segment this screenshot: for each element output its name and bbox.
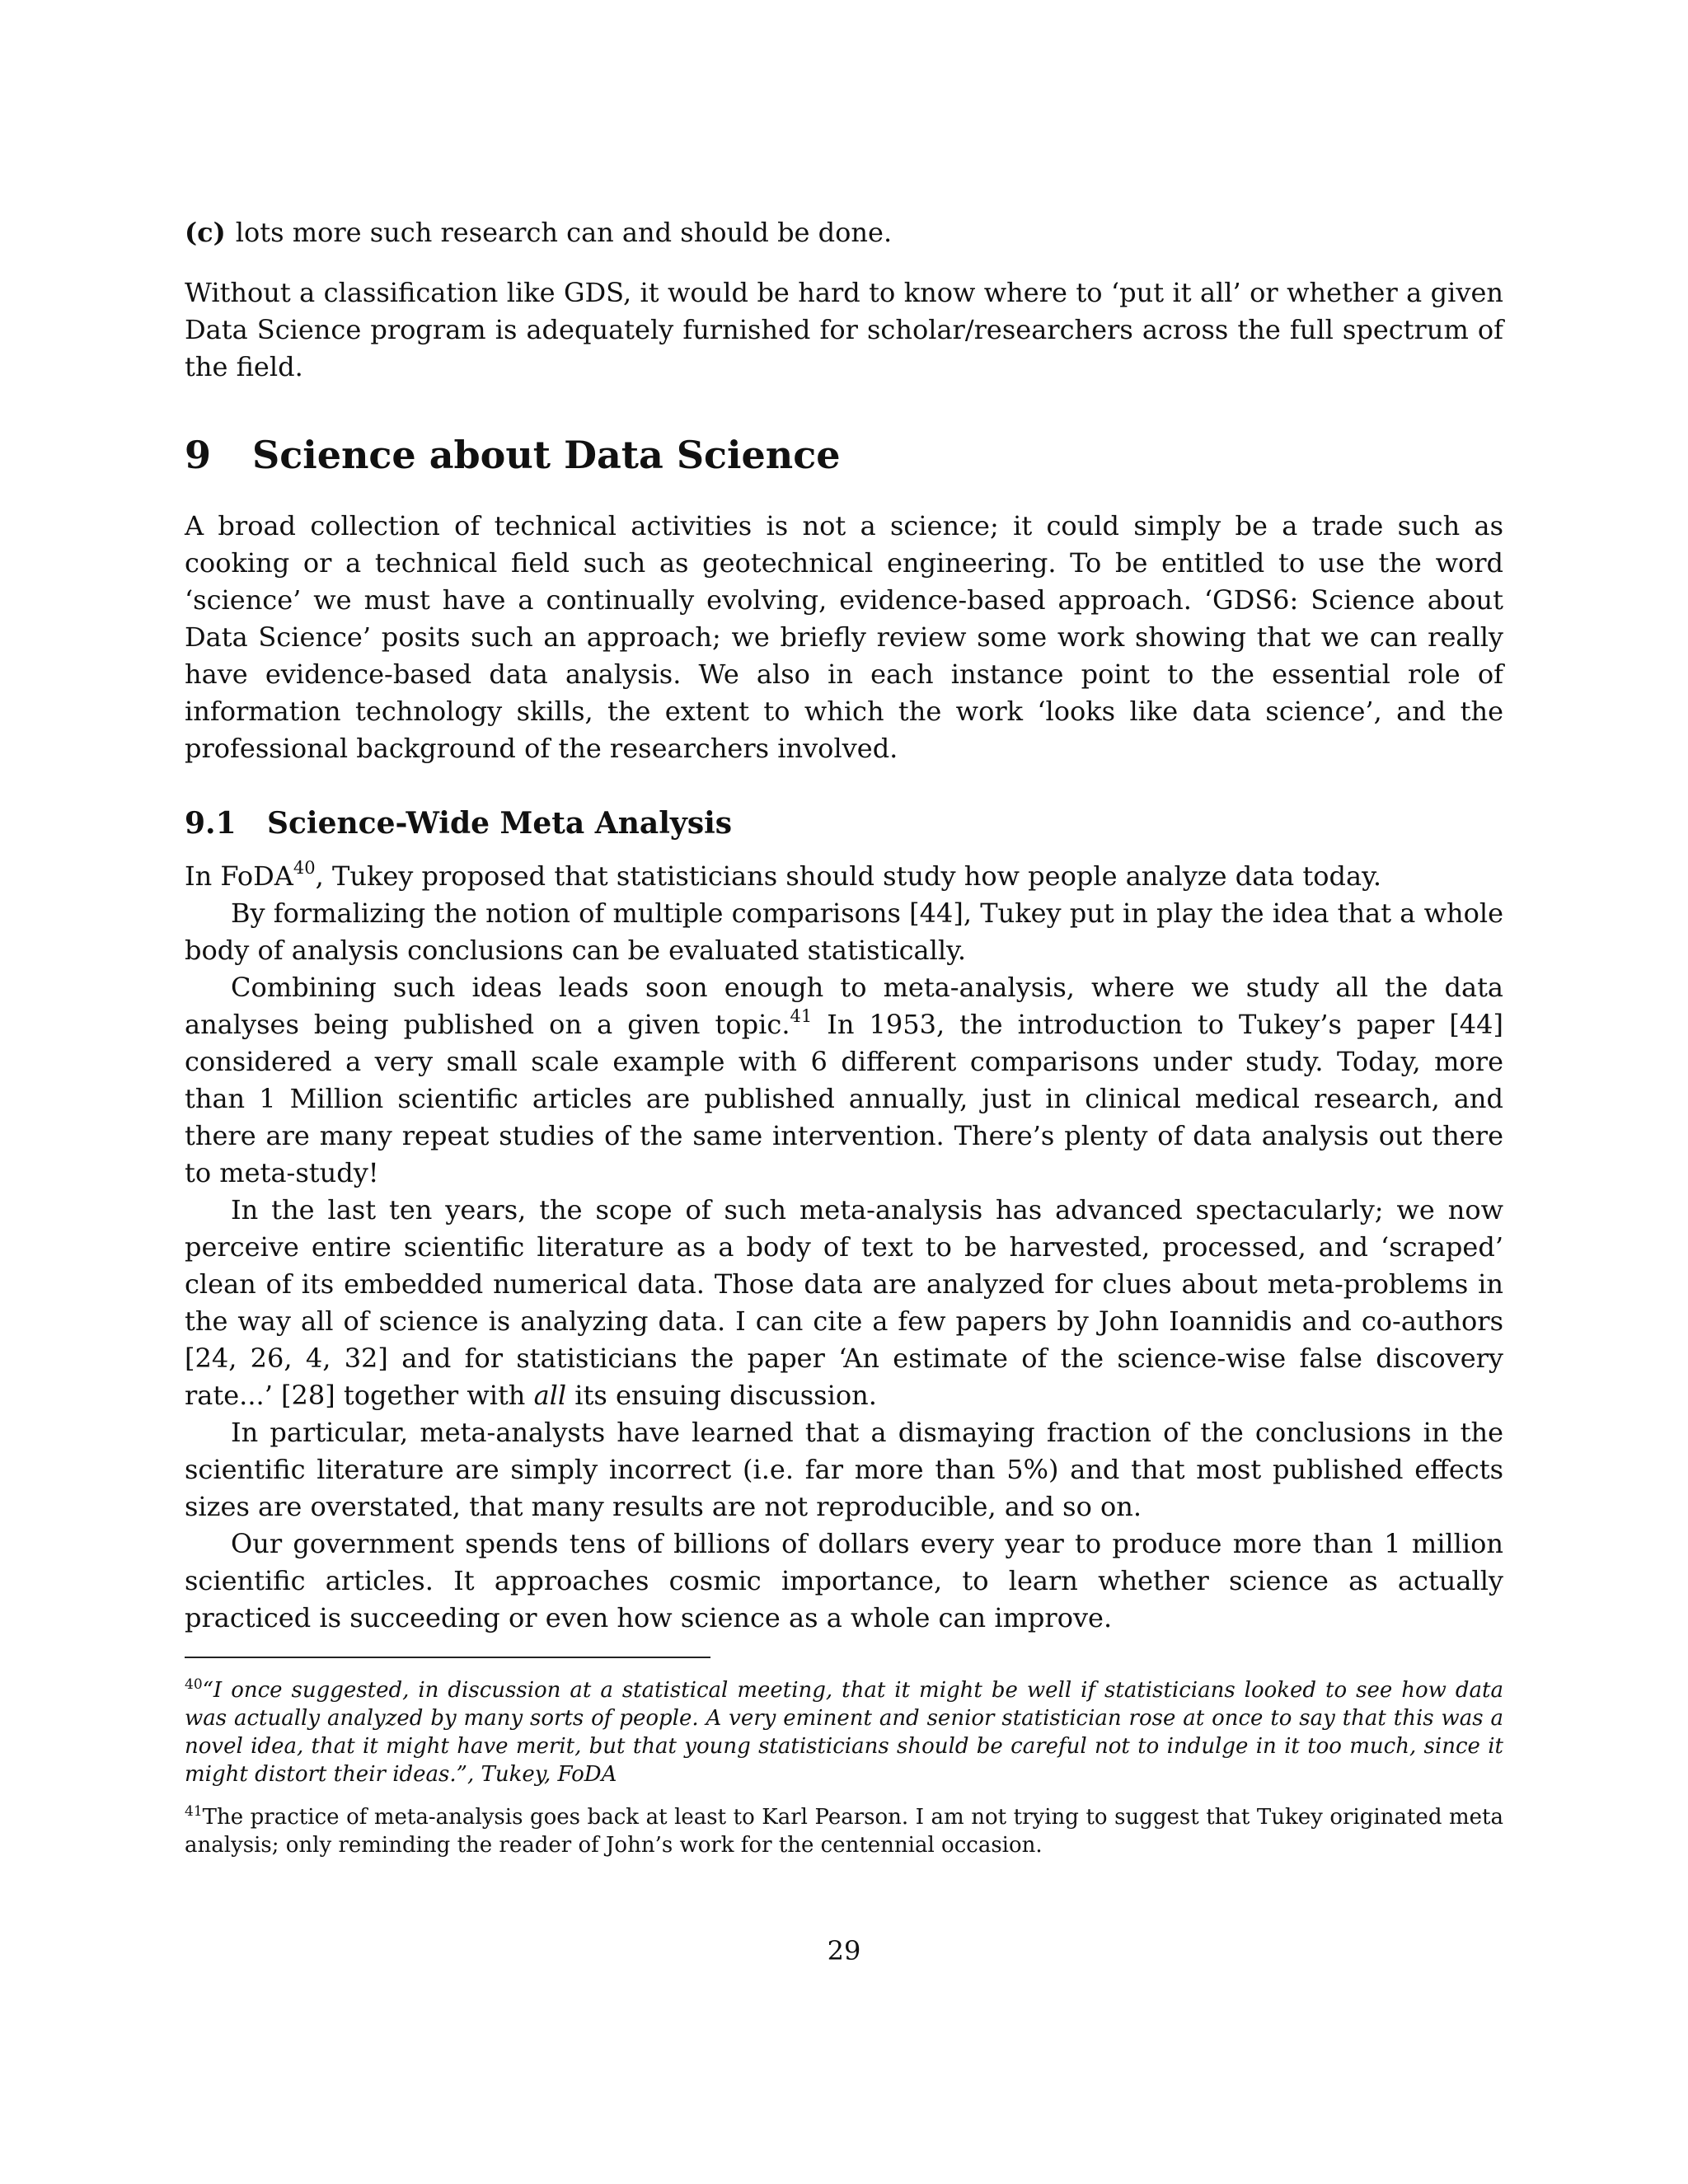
paragraph-text: its ensuing discussion. <box>566 1380 877 1411</box>
paragraph-text: In 1953, the introduction to Tukey’s paper [44] considered a very small scale example with 6 different comparisons under study. Today, more than 1 Million scientific articles are published annually, just in clinical medical research, and there are many repeat studies of the same intervention. There’s plenty of data analysis out there to meta-study! <box>185 1009 1504 1188</box>
footnote-mark: 40 <box>185 1676 203 1693</box>
subsection-number: 9.1 <box>185 806 237 841</box>
footnote-mark: 41 <box>185 1803 203 1820</box>
intro-paragraph: Without a classification like GDS, it would be hard to know where to ‘put it all’ or whether a given Data Science program is adequately furnished for scholar/researchers across the full spectrum of the field. <box>185 277 1503 382</box>
footnote-ref-41[interactable]: 41 <box>790 1006 813 1026</box>
paragraph-6: Our government spends tens of billions of dollars every year to produce more than 1 million scientific articles. It approaches cosmic importance, to learn whether science as actually practiced is succeeding or even how science as a whole can improve. <box>185 1528 1503 1633</box>
paragraph-5: In particular, meta-analysts have learned that a dismaying fraction of the conclusions in the scientific literature are simply incorrect (i.e. far more than 5%) and that most published effects sizes are overstated, that many results are not reproducible, and so on. <box>185 1417 1503 1522</box>
paragraph-4 <box>185 1192 1503 1414</box>
paragraph-1 <box>185 858 1503 895</box>
page-body <box>185 214 1503 1874</box>
page-number: 29 <box>827 1935 861 1966</box>
paragraph-text: In FoDA <box>185 860 293 892</box>
list-item-c <box>185 214 1503 251</box>
paragraph-text: In the last ten years, the scope of such meta-analysis has advanced spectacularly; we now perceive entire scientific literature as a body of text to be harvested, processed, and ‘scraped’ clean of its embedded numerical data. Those data are analyzed for clues about meta-problems in the way all of science is analyzing data. I can cite a few papers by John Ioannidis and co-authors [24, 26, 4, 32] and for statisticians the paper ‘An estimate of the science-wise false discovery rate...’ [28] together with <box>185 1194 1503 1411</box>
paragraph-text: , Tukey proposed that statisticians should study how people analyze data today. <box>315 860 1382 892</box>
footnote-ref-40[interactable]: 40 <box>293 858 316 878</box>
footnote-41 <box>185 1803 1503 1859</box>
footnote-text: “I once suggested, in discussion at a statistical meeting, that it might be well if statisticians looked to see how data was actually analyzed by many sorts of people. A very eminent and senior statistician rose at once to say that this was a novel idea, that it might have merit, but that young statisticians should be careful not to indulge in it too much, since it might distort their ideas.”, Tukey, FoDA <box>185 1678 1503 1787</box>
subsection-title: Science-Wide Meta Analysis <box>267 806 733 841</box>
footnote-text: The practice of meta-analysis goes back at least to Karl Pearson. I am not trying to suggest that Tukey originated meta analysis; only reminding the reader of John’s work for the centennial occasion. <box>185 1805 1503 1858</box>
section-heading <box>185 432 1503 478</box>
paragraph-3 <box>185 969 1503 1192</box>
footnote-40 <box>185 1676 1503 1788</box>
list-item-text: lots more such research can and should be done. <box>235 217 893 248</box>
emphasis: all <box>533 1380 567 1411</box>
subsection-heading <box>185 805 1503 841</box>
footnote-divider <box>185 1657 710 1658</box>
paragraph-text: Combining such ideas leads soon enough to meta-analysis, where we study all the data analyses being published on a given topic. <box>185 972 1503 1040</box>
section-title: Science about Data Science <box>252 433 841 477</box>
section-number: 9 <box>185 433 212 477</box>
section-paragraph: A broad collection of technical activities is not a science; it could simply be a trade such as cooking or a technical field such as geotechnical engineering. To be entitled to use the word ‘science’ we must have a continually evolving, evidence-based approach. ‘GDS6: Science about Data Science’ posits such an approach; we briefly review some work showing that we can really have evidence-based data analysis. We also in each instance point to the essential role of information technology skills, the extent to which the work ‘looks like data science’, and the professional background of the researchers involved. <box>185 510 1503 764</box>
paragraph-2: By formalizing the notion of multiple comparisons [44], Tukey put in play the idea that a whole body of analysis conclusions can be evaluated statistically. <box>185 898 1503 966</box>
list-item-label: (c) <box>185 217 226 248</box>
